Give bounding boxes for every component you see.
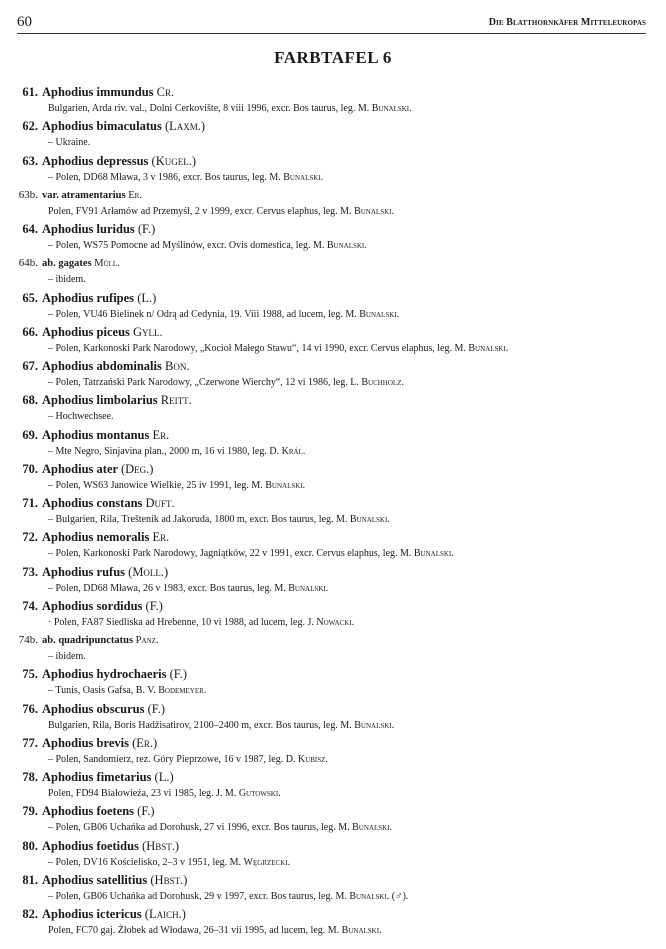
entry-number: 69. [22,427,38,442]
locality-text: · Polen, FA87 Siedliska ad Hrebenne, 10 vi 1988, ad lucem, leg. J. [48,616,317,628]
taxon-author: Reitt. [160,393,192,408]
species-entry [0,529,666,563]
taxon-name: Aphodius rufus [42,564,129,579]
collector-name: Buchholz. [361,377,404,388]
plate-title: FARBTAFEL 6 [274,48,392,67]
specimen-data [48,238,367,254]
entry-number: 66. [22,324,38,339]
running-head: Die Blatthornkäfer Mitteleuropas [488,17,646,28]
entry-number: 70. [22,461,38,476]
locality-text: – Polen, Sandomierz, rez. Góry Pieprzowe, 16 v 1987, leg. D. [48,753,298,765]
species-entry [0,290,666,324]
taxon-name: Aphodius nemoralis [42,530,153,545]
taxon-author: Duft. [145,496,175,510]
locality-text: – Polen, Tatrzański Park Narodowy, „Czerwone Wierchy“, 12 vi 1986, leg. L. [48,377,362,388]
taxon-name: Aphodius constans [42,496,146,510]
header-rule [17,33,646,34]
taxon-author: (L.) [137,290,157,305]
collector-name: Bunalski. [359,308,400,320]
species-name [42,255,120,272]
species-name [42,461,153,478]
collector-name: Gutowski. [238,788,281,799]
specimen-data [48,341,508,357]
locality-text: – Polen, GB06 Uchańka ad Dorohusk, 27 vi 1996, excr. Bos taurus, leg. M. [48,822,353,834]
locality-text: – Polen, Karkonoski Park Narodowy, „Kocioł Małego Stawu“, 14 vi 1990, excr. Cervus elaphus, leg. M. [48,342,469,354]
locality-text: – Polen, WS63 Janowice Wielkie, 25 iv 1991, leg. M. [48,479,266,491]
taxon-name: Aphodius brevis [42,735,133,750]
species-name [42,153,196,170]
species-entry [0,495,666,529]
species-entry [0,666,666,700]
specimen-data [48,752,328,768]
taxon-name: Aphodius rufipes [42,290,138,305]
species-entry [0,153,666,187]
species-entry [0,118,666,152]
species-entry [0,221,666,255]
species-entry [0,735,666,769]
entry-number: 73. [22,564,38,579]
taxon-author: Panz. [135,635,159,646]
species-name [42,495,175,512]
specimen-data [48,581,328,597]
entry-number: 80. [22,838,38,853]
locality-text: Polen, FD94 Białowieża, 23 vi 1985, leg. J. M. [48,788,239,799]
species-name [42,290,156,307]
species-list [0,84,666,940]
entry-number: 77. [22,735,38,750]
locality-text: Bulgarien, Rila, Boris Hadžisatirov, 2100–2400 m, excr. Bos taurus, leg. M. [48,719,355,731]
taxon-author: (Laich.) [144,907,186,921]
taxon-name: Aphodius sordidus [42,598,146,613]
collector-name: Bodemeyer. [158,685,207,697]
locality-text: – ibidem. [48,274,86,286]
taxon-name: Aphodius bimaculatus [42,119,165,134]
collector-name: Kubisz. [297,753,328,765]
locality-text: Bulgarien, Arda riv. val., Dolni Cerkovište, 8 viii 1996, excr. Bos taurus, leg. M. [48,103,372,114]
entry-number: 63b. [18,188,38,201]
species-name [42,632,159,649]
species-name [42,84,174,101]
taxon-author: (Laxm.) [164,119,206,134]
taxon-name: Aphodius piceus [42,324,134,339]
taxon-author: Cr. [156,85,175,99]
specimen-data [48,855,290,871]
species-name [42,358,189,375]
taxon-name: Aphodius foetens [42,804,138,819]
species-entry [0,461,666,495]
entry-number: 78. [22,770,38,784]
species-entry [0,632,666,666]
species-name [42,392,192,409]
collector-name: Bunalski. [354,205,394,217]
species-name [42,598,163,615]
species-name [42,803,155,820]
locality-text: – Polen, Karkonoski Park Narodowy, Jagniątków, 22 v 1991, excr. Cervus elaphus, leg. M. [48,548,414,560]
taxon-author: Müll. [94,258,120,270]
collector-name: Bunalski. [341,925,382,936]
entry-number: 79. [22,804,38,819]
taxon-name: Aphodius fimetarius [42,770,155,784]
specimen-data [48,718,394,734]
taxon-author: (Deg.) [120,461,154,476]
specimen-data [48,786,281,802]
species-entry [0,358,666,392]
species-name [42,427,169,444]
taxon-name: Aphodius foetidus [42,838,143,853]
taxon-name: Aphodius obscurus [42,701,148,716]
locality-text: – Polen, WS75 Pomocne ad Myślinów, excr. Ovis domestica, leg. M. [48,240,327,251]
species-entry [0,324,666,358]
species-name [42,221,155,238]
collector-name: Nowacki. [316,616,355,628]
species-name [42,118,205,135]
taxon-author: Er. [152,530,170,545]
collector-name: Bunalski. [413,548,454,560]
taxon-name: Aphodius hydrochaeris [42,667,170,682]
taxon-name: Aphodius depressus [42,153,152,168]
taxon-name: Aphodius abdominalis [42,359,165,373]
taxon-author: (F.) [137,222,156,236]
specimen-data [48,615,354,631]
locality-text: – Tunis, Oasis Gafsa, B. V. [48,685,159,697]
taxon-author: Gyll. [133,324,163,339]
species-name [42,187,142,204]
locality-text: Polen, FC70 gaj. Żłobek ad Włodawa, 26–31 vii 1995, ad lucem, leg. M. [48,925,342,936]
specimen-data [48,307,399,323]
locality-text: – Bulgarien, Rila, Trešteník ad Jakoruda, 1800 m, excr. Bos taurus, leg. M. [48,514,350,525]
species-name [42,838,179,855]
species-entry [0,769,666,803]
locality-text: – Ukraine. [48,137,91,149]
taxon-name: Aphodius ater [42,461,121,476]
page-header [17,14,646,32]
specimen-data [48,204,394,220]
entry-number: 68. [22,393,38,408]
species-entry [0,838,666,872]
taxon-author: (F.) [169,667,187,682]
species-entry [0,427,666,461]
taxon-author: (Hbst.) [142,838,180,853]
species-name [42,872,187,889]
species-name [42,324,163,341]
specimen-data [48,546,454,562]
entry-number: 67. [22,359,38,373]
specimen-data [48,409,114,425]
species-entry [0,803,666,837]
taxon-author: (L.) [154,770,174,784]
locality-text: – ibidem. [48,651,86,662]
specimen-data [48,272,86,288]
taxon-name: Aphodius montanus [42,427,153,442]
species-entry [0,255,666,289]
specimen-data [48,478,305,494]
taxon-name: Aphodius limbolarius [42,393,161,408]
specimen-data [48,649,86,665]
entry-number: 71. [22,496,38,510]
species-name [42,666,187,683]
collector-name: Bunalski. [349,514,390,525]
species-name [42,769,174,786]
entry-number: 76. [22,701,38,716]
locality-text: – Polen, GB06 Uchańka ad Dorohusk, 29 v 1997, excr. Bos taurus, leg. M. [48,890,350,902]
species-entry [0,701,666,735]
specimen-data [48,444,305,460]
taxon-author: (F.) [137,804,155,819]
specimen-data [48,923,382,939]
collector-name: Bunalski. [326,240,367,251]
species-name [42,529,169,546]
taxon-author: (Moll.) [128,564,169,579]
specimen-data [48,512,390,528]
species-entry [0,872,666,906]
taxon-author: (Hbst.) [150,872,188,887]
locality-text: – Mte Negro, Sinjavina plan., 2000 m, 16 vi 1980, leg. D. [48,445,282,457]
species-entry [0,906,666,940]
taxon-name: Aphodius immundus [42,85,157,99]
species-entry [0,392,666,426]
species-entry [0,564,666,598]
collector-name: Král. [281,445,306,457]
species-name [42,906,186,923]
taxon-author: (Kugel.) [151,153,197,168]
entry-number: 61. [22,85,38,99]
taxon-author: Bon. [164,359,190,373]
taxon-author: (F.) [145,598,163,613]
species-name [42,564,168,581]
entry-number: 75. [22,667,38,682]
specimen-data [48,889,408,905]
entry-number: 74. [22,598,38,613]
taxon-name: Aphodius ictericus [42,907,145,921]
taxon-author: (Er.) [132,735,158,750]
locality-text: – Polen, DD68 Mława, 26 v 1983, excr. Bos taurus, leg. M. [48,582,289,594]
collector-name: Bunalski. [265,479,306,491]
taxon-name: var. atramentarius [42,189,129,201]
locality-text: Polen, FV91 Arłamów ad Przemyśl, 2 v 1999, excr. Cervus elaphus, leg. M. [48,205,355,217]
entry-number: 74b. [18,634,38,646]
entry-number: 65. [22,290,38,305]
collector-name: Bunalski. [371,103,412,114]
species-name [42,701,165,718]
taxon-author: Er. [128,189,142,201]
species-entry [0,598,666,632]
taxon-name: Aphodius satellitius [42,872,151,887]
entry-number: 63. [22,153,38,168]
entry-number: 81. [22,872,38,887]
specimen-data [48,101,412,117]
collector-name: Bunalski. [354,719,395,731]
entry-number: 62. [22,119,38,134]
entry-number: 64b. [18,257,38,270]
taxon-author: (F.) [147,701,166,716]
collector-name: Bunalski. [283,171,324,183]
locality-text: – Polen, DD68 Mława, 3 v 1986, excr. Bos taurus, leg. M. [48,171,284,183]
taxon-author: Er. [152,427,170,442]
specimen-data [48,375,404,391]
species-name [42,735,157,752]
collector-name: Bunalski. [288,582,329,594]
entry-number: 72. [22,530,38,545]
species-entry [0,84,666,118]
taxon-name: Aphodius luridus [42,222,138,236]
specimen-data [48,170,323,186]
specimen-data [48,820,392,836]
specimen-data [48,683,206,699]
locality-text: – Polen, DV16 Kościelisko, 2–3 v 1951, leg. M. [48,856,244,868]
locality-text: – Polen, VU46 Bielinek n/ Odrą ad Cedynia, 19. Viii 1988, ad lucem, leg. M. [48,308,360,320]
collector-name: Węgrzecki. [243,856,291,868]
entry-number: 82. [22,907,38,921]
entry-number: 64. [22,222,38,236]
collector-name: Bunalski. [352,822,393,834]
collector-name: Bunalski. (♂). [349,890,409,902]
collector-name: Bunalski. [468,342,509,354]
locality-text: – Hochwechsee. [48,411,114,423]
taxon-name: ab. quadripunctatus [42,635,136,646]
species-entry [0,187,666,221]
page-number: 60 [17,14,32,30]
specimen-data [48,135,90,151]
taxon-name: ab. gagates [42,258,95,270]
